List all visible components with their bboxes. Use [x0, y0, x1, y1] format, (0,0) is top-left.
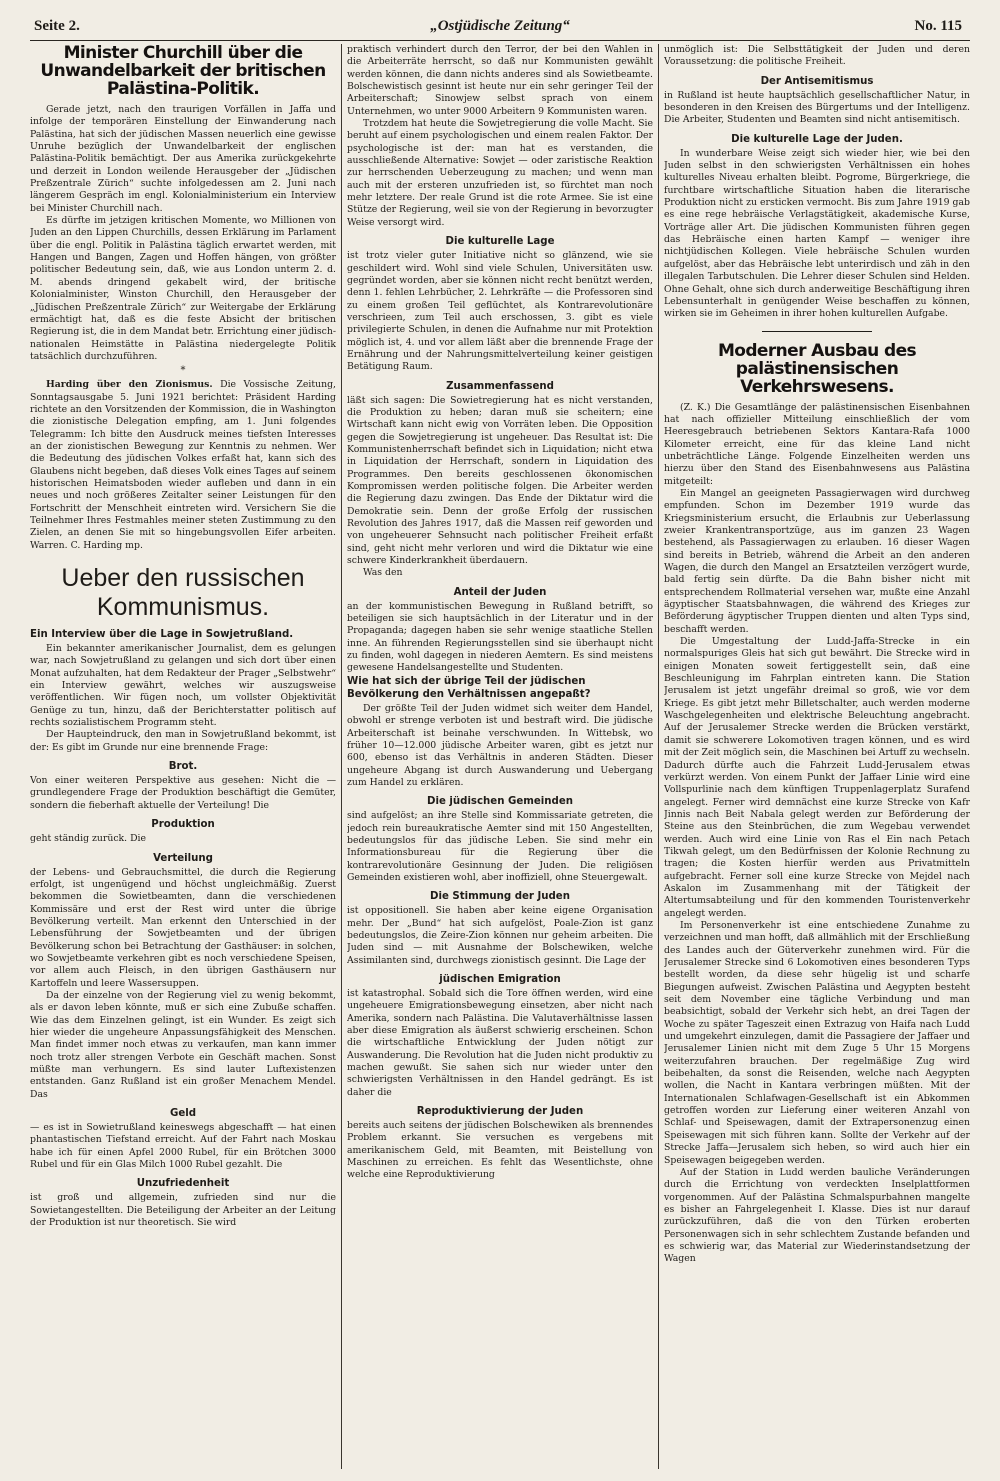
subheading-kulturelle-lage: Die kulturelle Lage — [445, 236, 555, 248]
paragraph: In wunderbare Weise zeigt sich wieder hier, wie bei den Juden selbst in den schwierigsten Verhältnissen ein hohes kulturelles Niveau erhalten bleibt. Pogrome, Bürgerkriege, die furchtbare wirtschaftliche Situation haben die literarische Produktion nicht zu ersticken vermocht. Bis zum Jahre 1919 gab es eine rege hebräische Verlagstätigkeit, akademische Kurse, Vorträge aller Art. Die jüdischen Kommunisten führen gegen das Hebräische einen harten Kampf — weniger ihre nichtjüdischen Kollegen. Viele hebräische Schulen wurden aufgelöst, aber das Hebräische lebt unterirdisch und zäh in den illegalen Tarbutschulen. Die Lehrer dieser Schulen sind Helden. Ohne Gehalt, ohne sich durch anderweitige Beschäftigung ihren Lebensunterhalt in genügender Weise beschaffen zu können, wirken sie im Geheimen in ihrer hohen kulturellen Aufgabe. — [664, 147, 970, 320]
paragraph: Der Haupteindruck, den man in Sowjetrußland bekommt, ist der: Es gibt im Grunde nur eine brennende Frage: — [30, 729, 336, 753]
paragraph: geht ständig zurück. Die — [30, 833, 146, 845]
paragraph: Ein bekannter amerikanischer Journalist, dem es gelungen war, nach Sowjetrußland zu gelangen und sich dort über einen Monat aufzuhalten, hat dem Redakteur der Prager „Selbstwehr“ ein Interview gewährt, welches wir auszugsweise veröffentlichen. Wir fügen noch, um vollster Objektivität Genüge zu tun, hinzu, daß der Berichterstatter politisch auf rechts sozialistischem Programm steht. — [30, 643, 336, 729]
subheading-bevoelkerung: Wie hat sich der übrige Teil der jüdischen Bevölkerung den Verhältnissen angepaßt? — [347, 675, 591, 700]
paragraph: unmöglich ist: Die Selbsttätigkeit der Juden und deren Voraussetzung: die politische Freiheit. — [664, 44, 970, 68]
paragraph: der Lebens- und Gebrauchsmittel, die durch die Regierung erfolgt, ist ungenügend und höchst ungleichmäßig. Zuerst bekommen die Sowietbeamten, dann die verschiedenen Kommissäre und erst der Rest wird unter die übrige Bevölkerung verteilt. Man erkennt den Unterschied in der Lebensführung der Sowjetbeamten und der übrigen Bevölkerung schon bei Betrachtung der Gasthäuser: in solchen, wo Sowjetbeamte verkehren gibt es noch verschiedene Speisen, vor allem auch Fleisch, in den übrigen Gasthäusern nur Kartoffeln und leere Wassersuppen. — [30, 866, 336, 989]
column-1 — [30, 44, 336, 1469]
subheading-anteil-der-juden: Anteil der Juden — [453, 586, 547, 598]
column-2 — [347, 44, 653, 1469]
harding-title: Harding über den Zionismus. — [46, 379, 213, 391]
column-3 — [664, 44, 970, 1469]
subheading-antisemitismus: Der Antisemitismus — [760, 75, 874, 87]
paragraph: bereits auch seitens der jüdischen Bolschewiken als brennendes Problem erkannt. Sie versuchen es vergebens mit amerikanischem Geld, mit Beamten, mit Beistellung von Maschinen zu erreichen. Es fehlt das Wesentlichste, ohne welche eine Reproduktivierung — [347, 1120, 653, 1181]
headline-kommunismus: Ueber den russischen Kommunismus. — [61, 564, 305, 622]
paragraph: in Rußland ist heute hauptsächlich gesellschaftlicher Natur, in besonderen in den Kreisen des Bürgertums und der Intelligenz. Die Arbeiter, Studenten und Beamten sind nicht antisemitisch. — [664, 89, 970, 126]
subheading-unzufriedenheit: Unzufriedenheit — [136, 1178, 230, 1190]
column-divider-1 — [341, 44, 342, 1469]
issue-number: No. 115 — [914, 18, 962, 34]
subheading-stimmung: Die Stimmung der Juden — [430, 891, 570, 903]
paragraph: Von einer weiteren Perspektive aus gesehen: Nicht die — grundlegendere Frage der Produktion beschäftigt die Gemüter, sondern die fieberhaft aktuelle der Verteilung! Die — [30, 775, 336, 811]
separator-asterisk: * — [180, 365, 186, 377]
subheading-verteilung: Verteilung — [153, 852, 213, 864]
column-divider-2 — [658, 44, 659, 1469]
headline-verkehrswesen: Moderner Ausbau des palästinensischen Verkehrswesens. — [717, 340, 917, 397]
paragraph: Es dürfte im jetzigen kritischen Momente, wo Millionen von Juden an den Lippen Churchills, dessen Erklärung im Parlament über die engl. Politik in Palästina täglich erwartet werden, mit Hangen und Bangen, Zagen und Hoffen hängen, von größter politischer Bedeutung sein, daß, wie aus London unterm 2. d. M. abends dringend gekabelt wird, der britische Kolonialminister, Winston Churchill, den Herausgeber der „Jüdischen Preßzentrale Zürich“ zur Weitergabe der Erklärung ermächtigt hat, daß es die feste Absicht der britischen Regierung ist, die in dem Mandat betr. Errichtung einer jüdisch-nationalen Heimstätte in Palästina niedergelegte Politik tatsächlich durchzuführen. — [30, 215, 336, 362]
paragraph: Da der einzelne von der Regierung viel zu wenig bekommt, als er davon leben könnte, muß er sich eine Zubuße schaffen. Wie das dem Einzelnen gelingt, ist ein Wunder. Es zeigt sich hier wieder die ungeheure Anpassungsfähigkeit des Menschen. Man findet immer noch etwas zu verkaufen, man kann immer noch trotz aller strengen Verbote ein Geschäft machen. Sonst müßte man verhungern. Es sind lauter Luftexistenzen entstanden. Ganz Rußland ist ein großer Menachem Mendel. Das — [30, 989, 336, 1100]
subheadline-interview: Ein Interview über die Lage in Sowjetrußland. — [30, 629, 294, 641]
paragraph: Ein Mangel an geeigneten Passagierwagen wird durchweg empfunden. Schon im Dezember 1919 wurde das Kriegsministerium ersucht, die Erlaubnis zur Ueberlassung zweier Krankentransportzüge, aus im ganzen 23 Wagen bestehend, als Passagierwagen zu erlauben. 16 dieser Wagen sind bereits in Betrieb, während die Arbeit an den anderen Wagen, die durch den Mangel an Ersatzteilen verzögert wurde, bald fertig sein dürfte. Da die Bahn bisher nicht mit entsprechendem Rollmaterial versehen war, mußte eine Anzahl ägyptischer Staatsbahnwagen, die während des Krieges zur Beförderung ägyptischer Truppen dienten und alten Typs sind, beschafft werden. — [664, 487, 970, 635]
subheading-zusammenfassend: Zusammenfassend — [446, 380, 554, 392]
paragraph: Die Umgestaltung der Ludd-Jaffa-Strecke in ein normalspuriges Gleis hat sich gut bewährt. Die Strecke wird in einigen Monaten soweit fertiggestellt sein, daß eine Beschleunigung im Fahrplan eintreten kann. Die Station Jerusalem ist jetzt ungefähr dreimal so groß, wie vor dem Kriege. Es gibt jetzt mehr Billetschalter, auch werden moderne Waschgelegenheiten und elektrische Beleuchtung angebracht. Auf der Jerusalemer Strecke werden die Brücken verstärkt, damit sie schwerere Lokomotiven tragen können, und es wird mit der Zeit möglich sein, die Maschinen bei Artuff zu wechseln. Dadurch dürfte auch die Fahrzeit Ludd-Jerusalem etwas verkürzt werden. Von einem Punkt der Jaffaer Linie wird eine Vollspurlinie nach dem künftigen Truppenlagerplatz Surafend angelegt. Ferner wird demnächst eine kurze Strecke von Kafr Jinnis nach Beit Nabala gelegt werden zur Beförderung der Steine aus den Steinbrüchen, die zum Wegebau verwendet werden. Auch wird eine Linie von Ras el Ein nach Petach Tikwah gelegt, um den Bedürfnissen der Kolonie Rechnung zu tragen; die Kosten hierfür werden aus Privatmitteln aufgebracht. Ferner soll eine kurze Strecke von Mejdel nach Askalon im Zusammenhang mit der Tätigkeit der Altertumsabteilung und für den kommenden Touristenverkehr angelegt werden. — [664, 636, 970, 919]
paragraph: Im Personenverkehr ist eine entschiedene Zunahme zu verzeichnen und man hofft, daß allmählich mit der Erschließung des Landes auch der Güterverkehr zunehmen wird. Für die Jerusalemer Strecke sind 6 Lokomotiven eines besonderen Typs bestellt worden, da diese sehr hügelig ist und scharfe Biegungen aufweist. Zwischen Palästina und Aegypten besteht seit dem November eine tägliche Verbindung und man beabsichtigt, sobald der Verkehr sich hebt, an drei Tagen der Woche zu später Tageszeit einen Extrazug von Haifa nach Ludd und umgekehrt einzulegen, damit die Passagiere der Jaffaer und Jerusalemer Linien nicht mit dem Zuge 5 Uhr 15 Morgens weiterzufahren brauchen. Der regelmäßige Zug wird beibehalten, da sonst die Reisenden, welche nach Aegypten wollen, die Nacht in Kantara verbringen müßten. Mit der Internationalen Schlafwagen-Gesellschaft ist ein Abkommen getroffen worden zur Lieferung einer weiteren Anzahl von Schlaf- und Speisewagen, damit der Extrapersonenzug einen Speisewagen mit sich führen kann. Sollte der Verkehr auf der Strecke Jaffa—Jerusalem sich heben, so wird auch hier ein Speisewagen beigegeben werden. — [664, 919, 970, 1166]
paragraph: Auf der Station in Ludd werden bauliche Veränderungen durch die Errichtung von verdeckten Inselplattformen vorgenommen. Auf der Palästina Schmalspurbahnen mangelte es bisher an Fahrgelegenheit I. Klasse. Dies ist nur darauf zurückzuführen, daß die von den Türken eroberten Personenwagen sich in sehr schlechtem Zustande befanden und es schwierig war, das Material zur Wiederinstandsetzung der Wagen — [664, 1166, 970, 1265]
divider-line — [762, 331, 872, 332]
paragraph: ist oppositionell. Sie haben aber keine eigene Organisation mehr. Der „Bund“ hat sich aufgelöst, Poale-Zion ist ganz bedeutungslos, die Zeire-Zion können nur geheim arbeiten. Die Juden sind — mit Ausnahme der Bolschewiken, welche Assimilanten sind, durchwegs zionistisch gesinnt. Die Lage der — [347, 905, 653, 966]
paragraph: ist groß und allgemein, zufrieden sind nur die Sowietangestellten. Die Beteiligung der Arbeiter an der Leitung der Produktion ist nur theoretisch. Sie wird — [30, 1192, 336, 1229]
paragraph: sind aufgelöst; an ihre Stelle sind Kommissariate getreten, die jedoch rein bureaukratische Aemter sind mit 150 Angestellten, bedeutungslos für das jüdische Leben. Sie sind mehr ein Informationsbureau für die Regierung über die kontrarevolutionäre Gesinnung der Juden. Die religiösen Gemeinden existieren wohl, aber inoffiziell, ohne Steuergewalt. — [347, 810, 653, 883]
page-number-label: Seite 2. — [34, 18, 80, 34]
subheading-geld: Geld — [169, 1108, 197, 1120]
paragraph: Der größte Teil der Juden widmet sich weiter dem Handel, obwohl er strenge verboten ist und bestraft wird. Die jüdische Arbeiterschaft ist beinahe verschwunden. In Wittebsk, wo früher 10—12.000 jüdische Arbeiter waren, gibt es jetzt nur 600, ebenso ist das Verhältnis in anderen Städten. Dieser ungeheure Abgang ist durch Auswanderung und Uebergang zum Handel zu erklären. — [347, 702, 653, 788]
paragraph: (Z. K.) Die Gesamtlänge der palästinensischen Eisenbahnen hat nach offizieller Mitteilung einschließlich der vom Heeresgebrauch betriebenen Sektors Kantara-Rafa 1000 Kilometer erreicht, eine für das kleine Land nicht unbeträchtliche Länge. Folgende Einzelheiten werden uns hierzu über den Stand des Eisenbahnwesens aus Palästina mitgeteilt: — [664, 401, 970, 487]
subheading-emigration: jüdischen Emigration — [439, 974, 561, 985]
paragraph: läßt sich sagen: Die Sowietregierung hat es nicht verstanden, die Produktion zu heben; daran muß sie scheitern; eine Wirtschaft kann nicht ewig von Vorräten leben. Die Opposition gegen die Sowjetregierung ist ungeheuer. Das Resultat ist: Die Kommunistenherrschaft befindet sich in Liquidation; nicht etwa in Liquidation der Herrschaft, sondern in Liquidation des Programmes. Den bereits geschlossenen ökonomischen Kompromissen werden politische folgen. Die Arbeiter werden die Regierung dazu zwingen. Das Ende der Diktatur wird die Demokratie sein. Denn der große Erfolg der russischen Revolution des Jahres 1917, daß die Massen reif geworden und von ungeheuerer Sehnsucht nach politischer Freiheit erfaßt sind, geht nicht mehr verloren und wird die Diktatur wie eine schwere Kinderkrankheit überdauern. — [347, 394, 653, 567]
paragraph: — es ist in Sowietrußland keineswegs abgeschafft — hat einen phantastischen Tiefstand erreicht. Auf der Fahrt nach Moskau habe ich für einen Apfel 2000 Rubel, für ein Brötchen 3000 Rubel und für ein Glas Milch 1000 Rubel gezahlt. Die — [30, 1122, 336, 1171]
paragraph: Gerade jetzt, nach den traurigen Vorfällen in Jaffa und infolge der temporären Einstellung der Einwanderung nach Palästina, hat sich der jüdischen Massen neuerlich eine gewisse Unruhe bezüglich der Unwandelbarkeit der englischen Palästina-Politik bemächtigt. Der aus Amerika zurückgekehrte und derzeit in London weilende Herausgeber der „Jüdischen Preßzentrale Zürich“ suchte infolgedessen am 2. Juni nach längerem Gespräch im engl. Kolonialministerium ein Interview bei Minister Churchill nach. — [30, 104, 336, 214]
paragraph: ist trotz vieler guter Initiative nicht so glänzend, wie sie geschildert wird. Wohl sind viele Schulen, Universitäten usw. gegründet worden, aber sie können nicht recht benützt werden, denn 1. fehlen Lehrbücher, 2. Lehrkräfte — die Professoren sind zu einem großen Teil geflüchtet, als Kontrarevolutionäre verschrieen, zum Teil auch erschossen, 3. gibt es viele privilegierte Schulen, in denen die Aufnahme nur mit Protektion möglich ist, 4. und vor allem läßt aber die brennende Frage der Ernährung und der Nahrungsmittelverteilung keiner geistigen Betätigung Raum. — [347, 250, 653, 373]
newspaper-name: „Ostjüdische Zeitung“ — [430, 18, 570, 34]
paragraph: Trotzdem hat heute die Sowjetregierung die volle Macht. Sie beruht auf einem psychologischen und einem realen Faktor. Der psychologische ist der: man hat es verstanden, die ausschließende Alternative: Sowjet — oder zaristische Reaktion zur herrschenden Ueberzeugung zu machen; und wenn man auch mit der ersteren unzufrieden ist, so fürchtet man noch mehr letztere. Der reale Grund ist die rote Armee. Sie ist eine Stütze der Regierung, weil sie von der Regierung in bevorzugter Weise versorgt wird. — [347, 118, 653, 228]
subheading-kulturelle-lage-juden: Die kulturelle Lage der Juden. — [731, 133, 903, 145]
headline-churchill: Minister Churchill über die Unwandelbarkeit der britischen Palästina-Politik. — [40, 44, 326, 99]
subheading-brot: Brot. — [168, 761, 198, 773]
subheading-reproduktivierung: Reproduktivierung der Juden — [416, 1106, 584, 1118]
paragraph: Was den — [363, 567, 403, 579]
paragraph: ist katastrophal. Sobald sich die Tore öffnen werden, wird eine ungeheuere Emigrationsbewegung einsetzen, aber nicht nach Amerika, sondern nach Palästina. Die Valutaverhältnisse lassen aber diese Emigration als äußerst schwierig erscheinen. Schon die wirtschaftliche Entwicklung der Juden nötigt zur Auswanderung. Die Revolution hat die Juden nicht produktiv zu machen gewußt. Sie sahen sich nur wieder unter den schwierigsten Verhältnissen in den Handel gedrängt. Es ist daher die — [347, 988, 653, 1098]
subheading-gemeinden: Die jüdischen Gemeinden — [427, 796, 573, 808]
paragraph: praktisch verhindert durch den Terror, der bei den Wahlen in die Arbeiterräte herrscht, so daß nur Kommunisten gewählt werden können, die dann nichts anderes sind als Sowietbeamte. Bolschewistisch gesinnt ist heute nur ein sehr geringer Teil der Arbeiterschaft; Sinowjew selbst sprach von einem Unternehmen, wo unter 9000 Arbeitern 9 Kommunisten waren. — [347, 44, 653, 117]
page-header — [30, 14, 970, 41]
paragraph: an der kommunistischen Bewegung in Rußland betrifft, so beteiligen sie sich hauptsächlich in der Literatur und in der Propaganda; dagegen haben sie sehr wenige staatliche Stellen inne. An führenden Regierungsstellen sind sie überhaupt nicht zu finden, wohl dagegen in niederen Aemtern. Es sind meistens gewesene Handelsangestellte und Studenten. — [347, 600, 653, 674]
subheading-produktion: Produktion — [151, 819, 215, 831]
paragraph-harding — [30, 379, 336, 552]
harding-text: Die Vossische Zeitung, Sonntagsausgabe 5. Juni 1921 berichtet: Präsident Harding richtete an den Vorsitzenden der Kommission, die in Washington die zionistische Delegation empfing, am 1. Juni folgendes Telegramm: Ich bitte den Ausdruck meines tiefsten Interesses an der zionistischen Bewegung zur Kenntnis zu nehmen. Wer die Bedeutung des jüdischen Volkes erfaßt hat, kann sich des Glaubens nicht begeben, daß dieses Volk eines Tages auf seinem historischen Heimatsboden wieder aufleben und dann in ein neues und noch größeres Zeitalter seiner Leistungen für den Fortschritt der Menschheit eintreten wird. Versichern Sie die Teilnehmer Ihres Festmahles meiner steten Zustimmung zu den Zielen, an denen Sie mit so hingebungsvollen Eifer arbeiten. Warren. C. Harding mp. — [30, 379, 336, 551]
